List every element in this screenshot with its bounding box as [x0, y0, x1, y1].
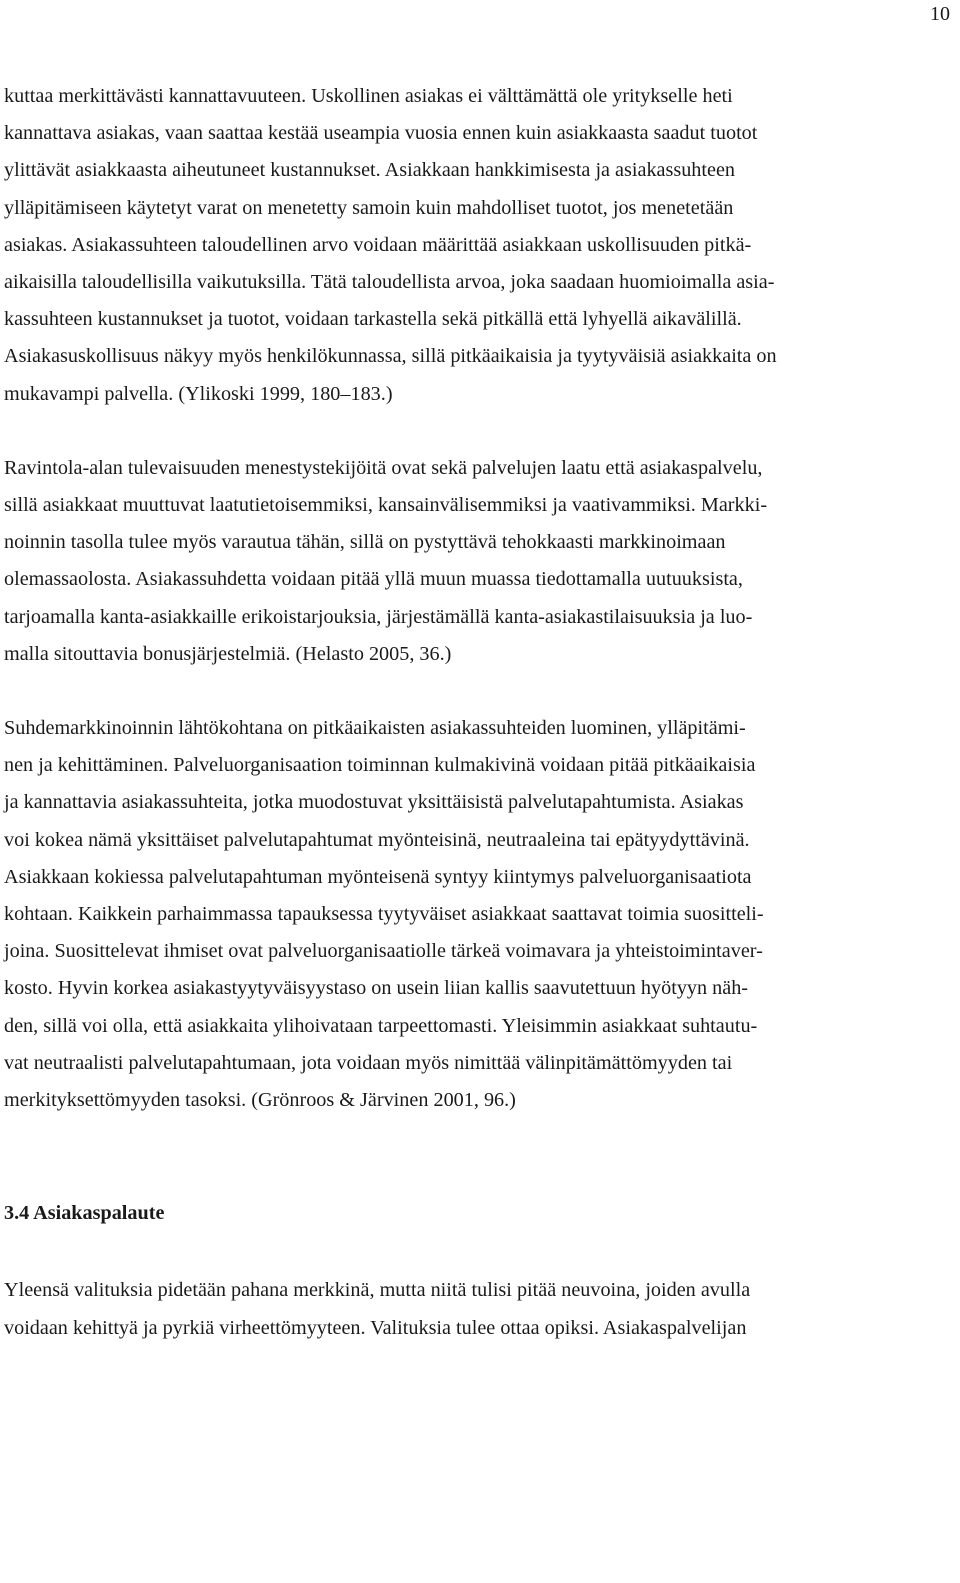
section-spacer	[4, 1119, 952, 1195]
page-number: 10	[930, 3, 950, 25]
paragraph-restaurant-industry: Ravintola-alan tulevaisuuden menestystekijöitä ovat sekä palvelujen laatu että asiakaspalvelu, sillä asiakkaat muuttuvat laatutietoisemmiksi, kansainvälisemmiksi ja vaativammiksi. Markki- noinnin tasolla tulee myös varautua tähän, sillä on pystyttävä tehokkaasti markkinoimaan olemassaolosta. Asiakassuhdetta voidaan pitää yllä muun muassa tiedottamalla uutuuksista, tarjoamalla kanta-asiakkaille erikoistarjouksia, järjestämällä kanta-asiakastilaisuuksia ja luo- malla sitouttavia bonusjärjestelmiä. (Helasto 2005, 36.)	[4, 456, 768, 665]
section-heading: 3.4 Asiakaspalaute	[4, 1202, 165, 1225]
paragraph-customer-feedback: Yleensä valituksia pidetään pahana merkkinä, mutta niitä tulisi pitää neuvoina, joiden avulla voidaan kehittyä ja pyrkiä virheettömyyteen. Valituksia tulee ottaa opiksi. Asiakaspalvelijan	[4, 1279, 751, 1339]
section-spacer	[4, 1232, 952, 1272]
paragraph-spacer	[4, 413, 952, 450]
document-body	[4, 78, 952, 1347]
paragraph-customer-loyalty: kuttaa merkittävästi kannattavuuteen. Uskollinen asiakas ei välttämättä ole yritykselle heti kannattava asiakas, vaan saattaa kestää useampia vuosia ennen kuin asiakkaasta saadut tuotot ylittävät asiakkaasta aiheutuneet kustannukset. Asiakkaan hankkimisesta ja asiakassuhteen ylläpitämiseen käytetyt varat on menetetty samoin kuin mahdolliset tuotot, jos menetetään asiakas. Asiakassuhteen taloudellinen arvo voidaan määrittää asiakkaan uskollisuuden pitkä- aikaisilla taloudellisilla vaikutuksilla. Tätä taloudellista arvoa, joka saadaan huomioimalla asia- kassuhteen kustannukset ja tuotot, voidaan tarkastella sekä pitkällä että lyhyellä aikavälillä. Asiakasuskollisuus näkyy myös henkilökunnassa, sillä pitkäaikaisia ja tyytyväisiä asiakkaita on mukavampi palvella. (Ylikoski 1999, 180–183.)	[4, 85, 777, 405]
paragraph-relationship-marketing: Suhdemarkkinoinnin lähtökohtana on pitkäaikaisten asiakassuhteiden luominen, ylläpitämi- nen ja kehittäminen. Palveluorganisaation toiminnan kulmakivinä voidaan pitää pitkäaikaisia ja kannattavia asiakassuhteita, jotka muodostuvat yksittäisistä palvelutapahtumista. Asiakas voi kokea nämä yksittäiset palvelutapahtumat myönteisinä, neutraaleina tai epätyydyttävinä. Asiakkaan kokiessa palvelutapahtuman myönteisenä syntyy kiintymys palveluorganisaatiota kohtaan. Kaikkein parhaimmassa tapauksessa tyytyväiset asiakkaat saattavat toimia suositteli- joina. Suosittelevat ihmiset ovat palveluorganisaatiolle tärkeä voimavara ja yhteistoimintaver- kosto. Hyvin korkea asiakastyytyväisyystaso on usein liian kallis saavutettuun hyötyyn näh- den, sillä voi olla, että asiakkaita ylihoivataan tarpeettomasti. Yleisimmin asiakkaat suhtautu- vat neutraalisti palvelutapahtumaan, jota voidaan myös nimittää välinpitämättömyyden tai merkityksettömyyden tasoksi. (Grönroos & Järvinen 2001, 96.)	[4, 717, 764, 1112]
paragraph-spacer	[4, 673, 952, 710]
